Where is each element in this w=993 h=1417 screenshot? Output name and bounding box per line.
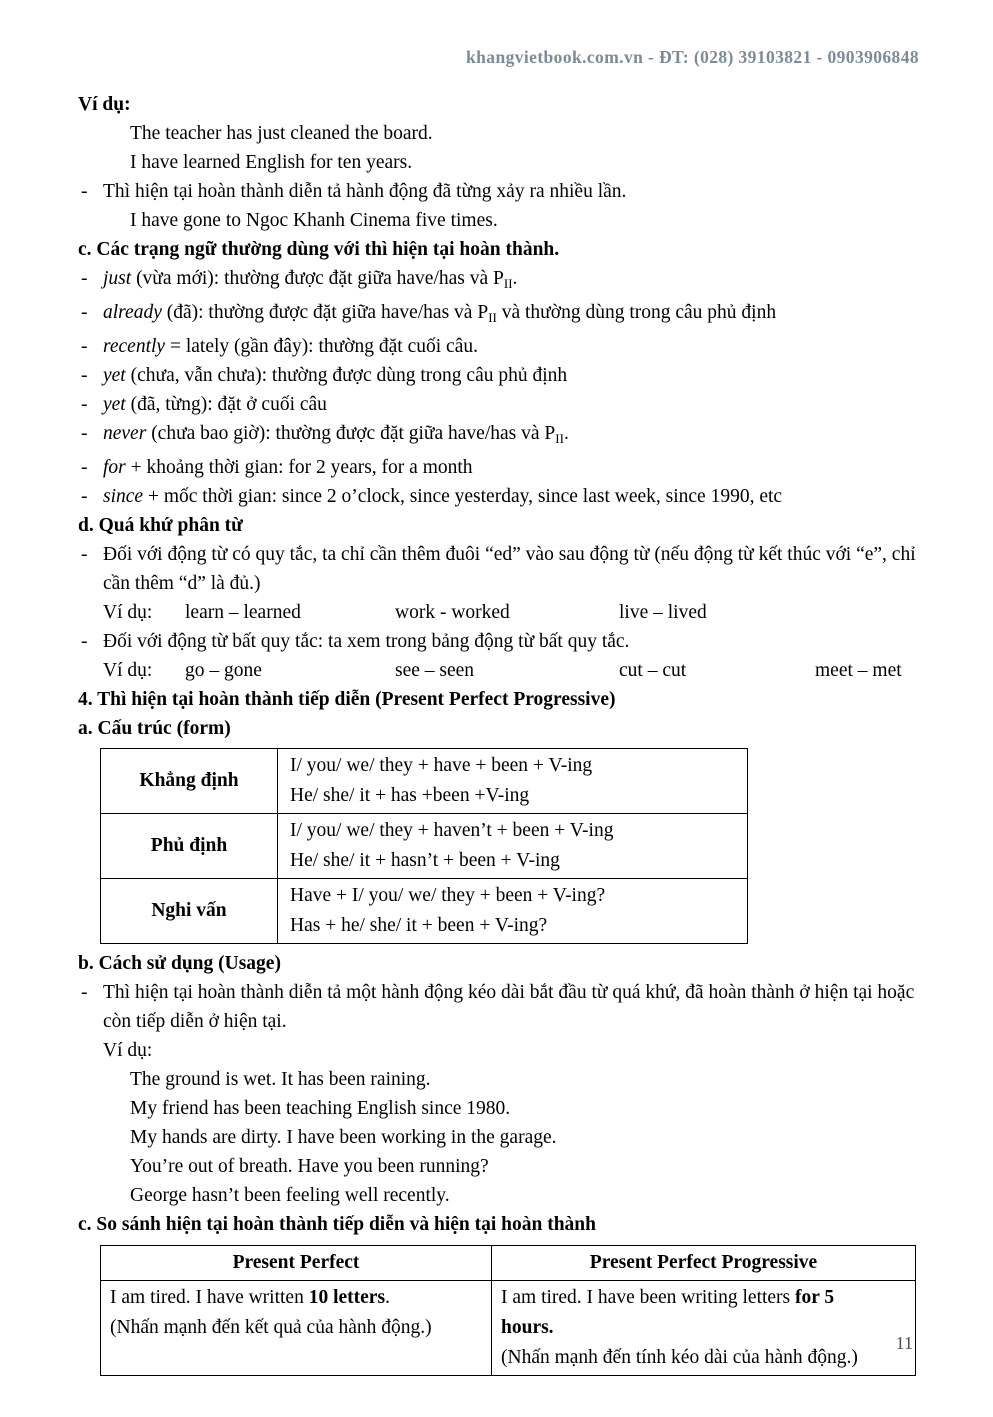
bullet-line bbox=[78, 482, 916, 511]
compare-table-cell bbox=[492, 1281, 916, 1376]
form-table-row bbox=[101, 879, 748, 944]
form-type-label: Phủ định bbox=[101, 814, 278, 879]
verb-pair: learn – learned bbox=[185, 602, 301, 623]
bullet-line bbox=[78, 419, 916, 453]
verb-pair: cut – cut bbox=[619, 660, 687, 681]
site-header: khangvietbook.com.vn - ĐT: (028) 39103821 - 0903906848 bbox=[466, 47, 919, 67]
example-row bbox=[103, 598, 916, 627]
subscript-text: II bbox=[488, 310, 497, 325]
page-number: 11 bbox=[895, 1333, 913, 1353]
compare-table-header-row bbox=[101, 1246, 916, 1281]
compare-table-cell bbox=[101, 1281, 492, 1376]
text-segment: và thường dùng trong câu phủ định bbox=[496, 302, 777, 323]
verb-pair: meet – met bbox=[815, 660, 902, 681]
bullet-line bbox=[78, 453, 916, 482]
bullet-line bbox=[78, 332, 916, 361]
text-segment: (Nhấn mạnh đến tính kéo dài của hành động.) bbox=[501, 1347, 858, 1368]
form-pattern-line: I/ you/ we/ they + haven’t + been + V-ing bbox=[290, 820, 614, 841]
form-table-row bbox=[101, 749, 748, 814]
text-segment: just bbox=[103, 268, 132, 289]
form-pattern-line: He/ she/ it + hasn’t + been + V-ing bbox=[290, 850, 560, 871]
form-type-label: Khẳng định bbox=[101, 749, 278, 814]
text-segment: for 5 bbox=[795, 1287, 835, 1308]
form-type-label: Nghi vấn bbox=[101, 879, 278, 944]
text-segment: hours. bbox=[501, 1317, 554, 1338]
example-sentence: George hasn’t been feeling well recently. bbox=[130, 1185, 450, 1206]
example-sentence: The ground is wet. It has been raining. bbox=[130, 1069, 431, 1090]
compare-cell-line bbox=[110, 1283, 482, 1313]
bullet-dash: - bbox=[81, 302, 88, 323]
example-sentence: My hands are dirty. I have been working in the garage. bbox=[130, 1127, 557, 1148]
text-segment: . bbox=[385, 1287, 390, 1308]
bullet-dash: - bbox=[81, 423, 88, 444]
compare-table bbox=[100, 1245, 916, 1376]
bullet-line bbox=[78, 540, 916, 598]
text-segment: Đối với động từ bất quy tắc: ta xem trong bảng động từ bất quy tắc. bbox=[103, 631, 630, 652]
text-segment: Thì hiện tại hoàn thành diễn tả một hành động kéo dài bắt đầu từ quá khứ, đã hoàn thành ở hiện tại hoặc còn tiếp diễn ở hiện tại. bbox=[103, 982, 915, 1032]
text-segment: (đã): thường được đặt giữa have/has và P bbox=[161, 302, 489, 323]
bullet-line bbox=[78, 978, 916, 1036]
bullet-dash: - bbox=[81, 365, 88, 386]
text-segment: Thì hiện tại hoàn thành diễn tả hành động đã từng xảy ra nhiều lần. bbox=[103, 181, 627, 202]
example-sentence: I have gone to Ngoc Khanh Cinema five times. bbox=[130, 210, 498, 231]
text-segment: 10 letters bbox=[308, 1287, 386, 1308]
subscript-text: II bbox=[555, 431, 564, 446]
form-pattern-line: Have + I/ you/ we/ they + been + V-ing? bbox=[290, 885, 606, 906]
section-heading: a. Cấu trúc (form) bbox=[78, 718, 231, 739]
section-heading: c. Các trạng ngữ thường dùng với thì hiện tại hoàn thành. bbox=[78, 239, 560, 260]
text-segment: (đã, từng): đặt ở cuối câu bbox=[125, 394, 327, 415]
section-heading: c. So sánh hiện tại hoàn thành tiếp diễn và hiện tại hoàn thành bbox=[78, 1214, 596, 1235]
compare-cell-line bbox=[501, 1283, 906, 1313]
text-segment: I am tired. I have written bbox=[110, 1287, 309, 1308]
form-pattern-line: He/ she/ it + has +been +V-ing bbox=[290, 785, 530, 806]
bullet-dash: - bbox=[81, 457, 88, 478]
form-table-row bbox=[101, 814, 748, 879]
example-row bbox=[103, 656, 916, 685]
section-heading: b. Cách sử dụng (Usage) bbox=[78, 953, 281, 974]
form-table bbox=[100, 748, 748, 944]
bullet-line bbox=[78, 264, 916, 298]
text-segment: . bbox=[563, 423, 569, 444]
text-segment: + khoảng thời gian: for 2 years, for a month bbox=[125, 457, 473, 478]
example-sentence: I have learned English for ten years. bbox=[130, 152, 413, 173]
bullet-dash: - bbox=[81, 631, 88, 652]
example-sentence: The teacher has just cleaned the board. bbox=[130, 123, 433, 144]
text-segment: Đối với động từ có quy tắc, ta chỉ cần thêm đuôi “ed” vào sau động từ (nếu động từ kết thúc với “e”, chỉ cần thêm “d” là đủ.) bbox=[103, 544, 916, 594]
form-pattern-line: Has + he/ she/ it + been + V-ing? bbox=[290, 915, 548, 936]
example-sentence: You’re out of breath. Have you been running? bbox=[130, 1156, 489, 1177]
compare-table-header: Present Perfect bbox=[101, 1246, 492, 1281]
compare-cell-line bbox=[501, 1313, 906, 1343]
verb-pair: live – lived bbox=[619, 602, 707, 623]
text-segment: yet bbox=[103, 394, 126, 415]
bullet-dash: - bbox=[81, 544, 88, 565]
content bbox=[78, 90, 916, 1380]
section-heading: 4. Thì hiện tại hoàn thành tiếp diễn (Present Perfect Progressive) bbox=[78, 689, 616, 710]
form-pattern-cell bbox=[278, 749, 748, 814]
compare-cell-line bbox=[501, 1343, 906, 1373]
compare-cell-line bbox=[110, 1313, 482, 1343]
verb-pair: go – gone bbox=[185, 660, 262, 681]
form-pattern-cell bbox=[278, 879, 748, 944]
text-segment: yet bbox=[103, 365, 126, 386]
form-pattern-cell bbox=[278, 814, 748, 879]
text-segment: = lately (gần đây): thường đặt cuối câu. bbox=[165, 336, 478, 357]
text-segment: since bbox=[103, 486, 144, 507]
text-segment: never bbox=[103, 423, 147, 444]
bullet-dash: - bbox=[81, 982, 88, 1003]
example-sentence: My friend has been teaching English since 1980. bbox=[130, 1098, 511, 1119]
bullet-dash: - bbox=[81, 336, 88, 357]
text-segment: already bbox=[103, 302, 162, 323]
bullet-line bbox=[78, 177, 916, 206]
text-segment: (chưa, vẫn chưa): thường được dùng trong câu phủ định bbox=[125, 365, 568, 386]
text-segment: (chưa bao giờ): thường được đặt giữa have/has và P bbox=[146, 423, 556, 444]
bullet-line bbox=[78, 298, 916, 332]
bullet-dash: - bbox=[81, 181, 88, 202]
section-heading: d. Quá khứ phân từ bbox=[78, 515, 243, 536]
bullet-dash: - bbox=[81, 394, 88, 415]
text-segment: for bbox=[103, 457, 126, 478]
text-segment: + mốc thời gian: since 2 o’clock, since yesterday, since last week, since 1990, etc bbox=[143, 486, 783, 507]
example-label: Ví dụ: bbox=[103, 1040, 153, 1061]
verb-pair: work - worked bbox=[395, 602, 510, 623]
text-segment: . bbox=[512, 268, 518, 289]
verb-pair: see – seen bbox=[395, 660, 475, 681]
example-row-label: Ví dụ: bbox=[103, 602, 153, 623]
example-label: Ví dụ: bbox=[78, 94, 131, 115]
subscript-text: II bbox=[503, 276, 513, 291]
bullet-line bbox=[78, 390, 916, 419]
text-segment: (vừa mới): thường được đặt giữa have/has và P bbox=[131, 268, 504, 289]
text-segment: recently bbox=[103, 336, 166, 357]
bullet-dash: - bbox=[81, 486, 88, 507]
example-row-label: Ví dụ: bbox=[103, 660, 153, 681]
compare-table-body-row bbox=[101, 1281, 916, 1376]
compare-table-header: Present Perfect Progressive bbox=[492, 1246, 916, 1281]
bullet-line bbox=[78, 627, 916, 656]
text-segment: I am tired. I have been writing letters bbox=[501, 1287, 796, 1308]
form-pattern-line: I/ you/ we/ they + have + been + V-ing bbox=[290, 755, 593, 776]
bullet-dash: - bbox=[81, 268, 88, 289]
text-segment: (Nhấn mạnh đến kết quả của hành động.) bbox=[110, 1317, 432, 1338]
bullet-line bbox=[78, 361, 916, 390]
